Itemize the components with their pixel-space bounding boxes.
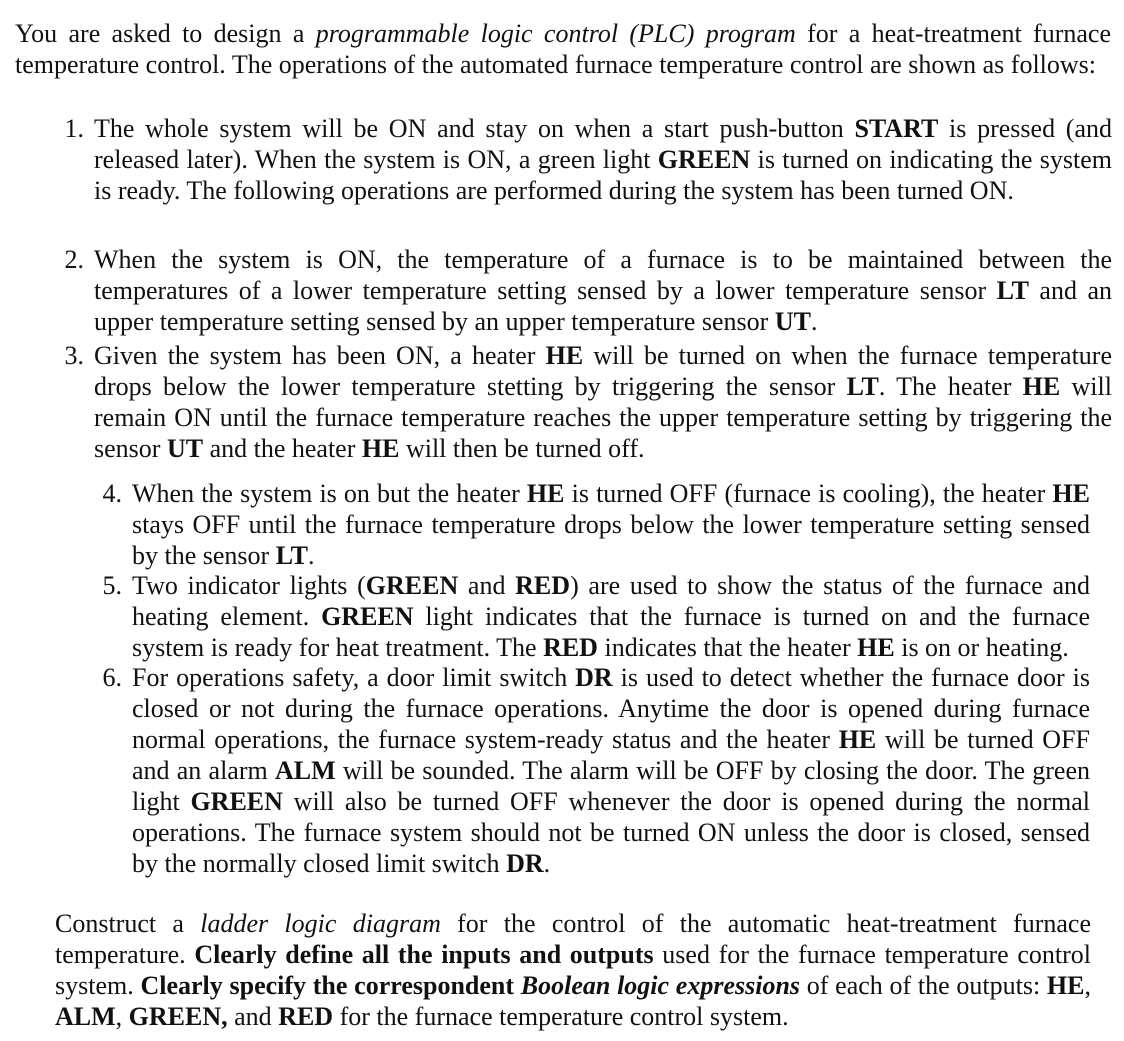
list-item-number: 1.: [64, 114, 84, 143]
list-item-text: When the system is ON, the temperature of a furnace is to be maintained between the temperatures of a lower temperature setting sensed by a lower temperature sensor LT and an upper temperature setting sensed by an upper temperature sensor UT.: [94, 245, 1112, 336]
closing-paragraph: Construct a ladder logic diagram for the control of the automatic heat-treatment furnace temperature. Clearly define all the inputs and outputs used for the furnace temperature control system. Clearly specify the correspondent Boolean logic expressions of each of the outputs: HE, ALM, GREEN, and RED for the furnace temperature control system.: [55, 909, 1092, 1031]
list-item-number: 6.: [102, 663, 122, 692]
list-item-text: When the system is on but the heater HE is turned OFF (furnace is cooling), the heater HE stays OFF until the furnace temperature drops below the lower temperature setting sensed by the sensor LT.: [132, 479, 1090, 570]
list-item-text: Given the system has been ON, a heater HE will be turned on when the furnace temperature drops below the lower temperature stetting by triggering the sensor LT. The heater HE will remain ON until the furnace temperature reaches the upper temperature setting by triggering the sensor UT and the heater HE will then be turned off.: [94, 341, 1112, 463]
list-item-number: 2.: [64, 245, 84, 274]
list-item-text: Two indicator lights (GREEN and RED) are used to show the status of the furnace and heating element. GREEN light indicates that the furnace is turned on and the furnace system is ready for heat treatment. The RED indicates that the heater HE is on or heating.: [132, 571, 1090, 662]
list-item-text: For operations safety, a door limit switch DR is used to detect whether the furnace door is closed or not during the furnace operations. Anytime the door is opened during furnace normal operations, the furnace system-ready status and the heater HE will be turned OFF and an alarm ALM will be sounded. The alarm will be OFF by closing the door. The green light GREEN will also be turned OFF whenever the door is opened during the normal operations. The furnace system should not be turned ON unless the door is closed, sensed by the normally closed limit switch DR.: [132, 663, 1091, 878]
list-item-number: 4.: [102, 479, 122, 508]
list-item-number: 5.: [102, 571, 122, 600]
list-item-text: The whole system will be ON and stay on when a start push-button START is pressed (and released later). When the system is ON, a green light GREEN is turned on indicating the system is ready. The following operations are performed during the system has been turned ON.: [94, 114, 1112, 205]
intro-emphasis: programmable logic control (PLC) program: [315, 19, 796, 48]
intro-paragraph: You are asked to design a programmable logic control (PLC) program for a heat-treatment furnace temperature control. The operations of the automated furnace temperature control are shown as follows:: [15, 19, 1111, 79]
list-item-number: 3.: [64, 341, 84, 370]
